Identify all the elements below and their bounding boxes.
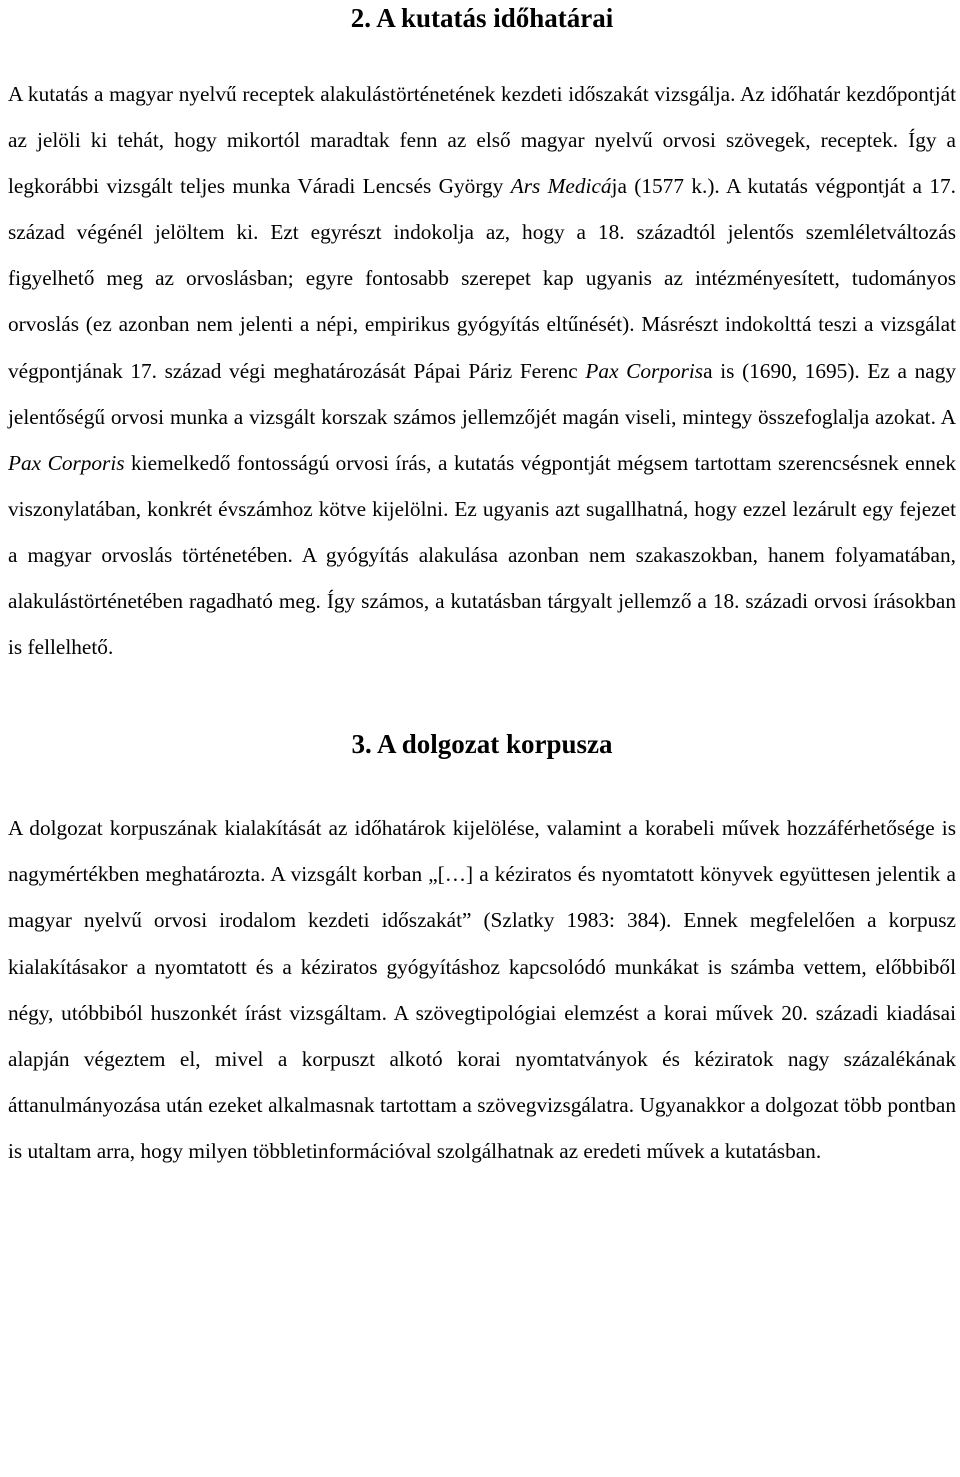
section-paragraph-corpus: A dolgozat korpuszának kialakítását az időhatárok kijelölése, valamint a korabeli művek hozzáférhetősége is nagymértékben meghatározta. A vizsgált korban „[…] a kéziratos és nyomtatott könyvek együttesen jelentik a magyar nyelvű orvosi irodalom kezdeti időszakát” (Szlatky 1983: 384). Ennek megfelelően a korpusz kialakításakor a nyomtatott és a kéziratos gyógyításhoz kapcsolódó munkákat is számba vettem, előbbiből négy, utóbbiból huszonkét írást vizsgáltam. A szövegtipológiai elemzést a korai művek 20. századi kiadásai alapján végeztem el, mivel a korpuszt alkotó korai nyomtatványok és kéziratok nagy százalékának áttanulmányozása után ezeket alkalmasnak tartottam a szövegvizsgálatra. Ugyanakkor a dolgozat több pontban is utaltam arra, hogy milyen többletinformációval szolgálhatnak az eredeti művek a kutatásban.: [8, 816, 956, 1163]
section-paragraph-time-limits: [8, 71, 956, 670]
paragraph-text: ja (1577 k.). A kutatás végpontját a 17. század végénél jelöltem ki. Ezt egyrészt indokolja az, hogy a 18. századtól jelentős szemléletváltozás figyelhető meg az orvoslásban; egyre fontosabb szerepet kap ugyanis az intézményesített, tudományos orvoslás (ez azonban nem jelenti a népi, empirikus gyógyítás eltűnését). Másrészt indokolttá teszi a vizsgálat végpontjának 17. század végi meghatározását Pápai Páriz Ferenc: [8, 174, 956, 383]
section-heading-corpus: 3. A dolgozat korpusza: [351, 729, 613, 760]
book-title-pax-corporis: Pax Corporis: [8, 450, 125, 475]
book-title-pax-corporis: Pax Corporis: [585, 358, 704, 383]
document-page: [8, 0, 956, 1174]
paragraph-text: a is (1690, 1695). Ez a nagy jelentőségű orvosi munka a vizsgált korszak számos jellemzőjét magán viseli, mintegy összefoglalja azokat. A: [8, 358, 956, 429]
paragraph-text: A kutatás a magyar nyelvű receptek alakulástörténetének kezdeti időszakát vizsgálja. Az időhatár kezdőpontját az jelöli ki tehát, hogy mikortól maradtak fenn az első magyar nyelvű orvosi szövegek, receptek. Így a legkorábbi vizsgált teljes munka Váradi Lencsés György: [8, 82, 956, 199]
book-title-ars-medica: Ars Medicá: [510, 174, 612, 199]
paragraph-text: kiemelkedő fontosságú orvosi írás, a kutatás végpontját mégsem tartottam szerencsésnek ennek viszonylatában, konkrét évszámhoz kötve kijelölni. Ez ugyanis azt sugallhatná, hogy ezzel lezárult egy fejezet a magyar orvoslás történetében. A gyógyítás alakulása azonban nem szakaszokban, hanem folyamatában, alakulástörténetében ragadható meg. Így számos, a kutatásban tárgyalt jellemző a 18. századi orvosi írásokban is fellelhető.: [8, 450, 956, 660]
section-heading-time-limits: 2. A kutatás időhatárai: [350, 3, 614, 33]
